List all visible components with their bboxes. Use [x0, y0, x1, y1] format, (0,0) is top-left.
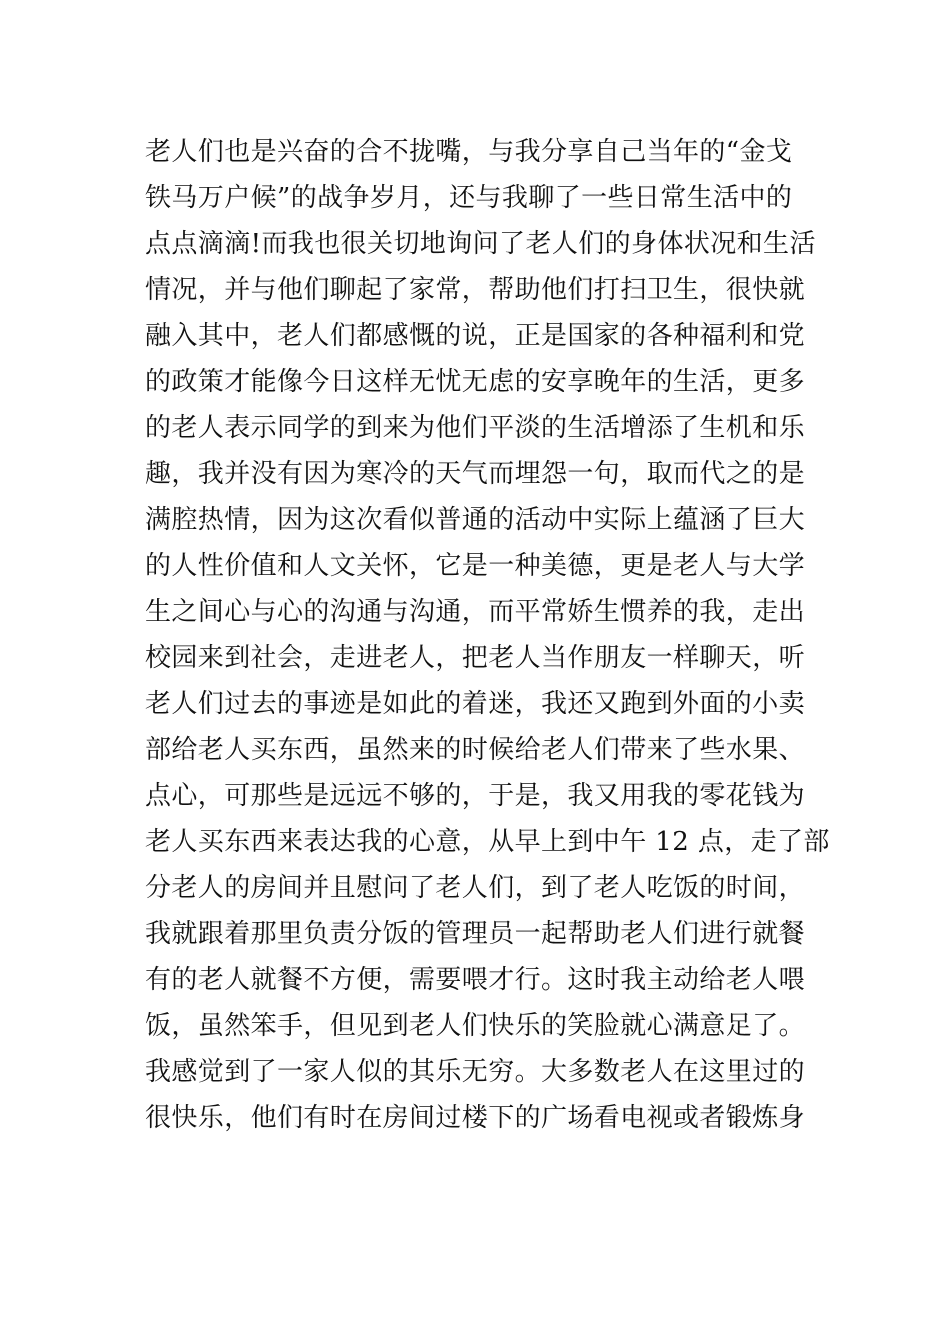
text-line: 情况，并与他们聊起了家常，帮助他们打扫卫生，很快就 [145, 275, 806, 305]
text-line: 满腔热情，因为这次看似普通的活动中实际上蕴涵了巨大 [145, 505, 806, 535]
text-line: 有的老人就餐不方便，需要喂才行。这时我主动给老人喂 [145, 965, 806, 995]
text-body [145, 129, 830, 1141]
text-line: 部给老人买东西，虽然来的时候给老人们带来了些水果、 [145, 735, 806, 765]
text-line: 很快乐，他们有时在房间过楼下的广场看电视或者锻炼身 [145, 1103, 806, 1133]
text-line: 我就跟着那里负责分饭的管理员一起帮助老人们进行就餐 [145, 919, 806, 949]
text-line: 校园来到社会，走进老人，把老人当作朋友一样聊天，听 [145, 643, 806, 673]
text-line: 分老人的房间并且慰问了老人们，到了老人吃饭的时间， [145, 873, 806, 903]
text-line: 生之间心与心的沟通与沟通，而平常娇生惯养的我，走出 [145, 597, 806, 627]
text-line: 老人们过去的事迹是如此的着迷，我还又跑到外面的小卖 [145, 689, 806, 719]
text-line: 的人性价值和人文关怀，它是一种美德，更是老人与大学 [145, 551, 806, 581]
text-line: 融入其中，老人们都感慨的说，正是国家的各种福利和党 [145, 321, 806, 351]
text-line: 的政策才能像今日这样无忧无虑的安享晚年的生活，更多 [145, 367, 806, 397]
text-line: 老人买东西来表达我的心意，从早上到中午 12 点，走了部 [145, 827, 830, 857]
text-line: 点心，可那些是远远不够的，于是，我又用我的零花钱为 [145, 781, 806, 811]
text-line: 老人们也是兴奋的合不拢嘴，与我分享自己当年的“金戈 [145, 137, 793, 167]
text-line: 铁马万户候”的战争岁月，还与我聊了一些日常生活中的 [145, 183, 793, 213]
text-line: 饭，虽然笨手，但见到老人们快乐的笑脸就心满意足了。 [145, 1011, 806, 1041]
text-line: 的老人表示同学的到来为他们平淡的生活增添了生机和乐 [145, 413, 806, 443]
text-line: 点点滴滴!而我也很关切地询问了老人们的身体状况和生活 [145, 229, 816, 259]
text-line: 趣，我并没有因为寒冷的天气而埋怨一句，取而代之的是 [145, 459, 806, 489]
text-line: 我感觉到了一家人似的其乐无穷。大多数老人在这里过的 [145, 1057, 806, 1087]
